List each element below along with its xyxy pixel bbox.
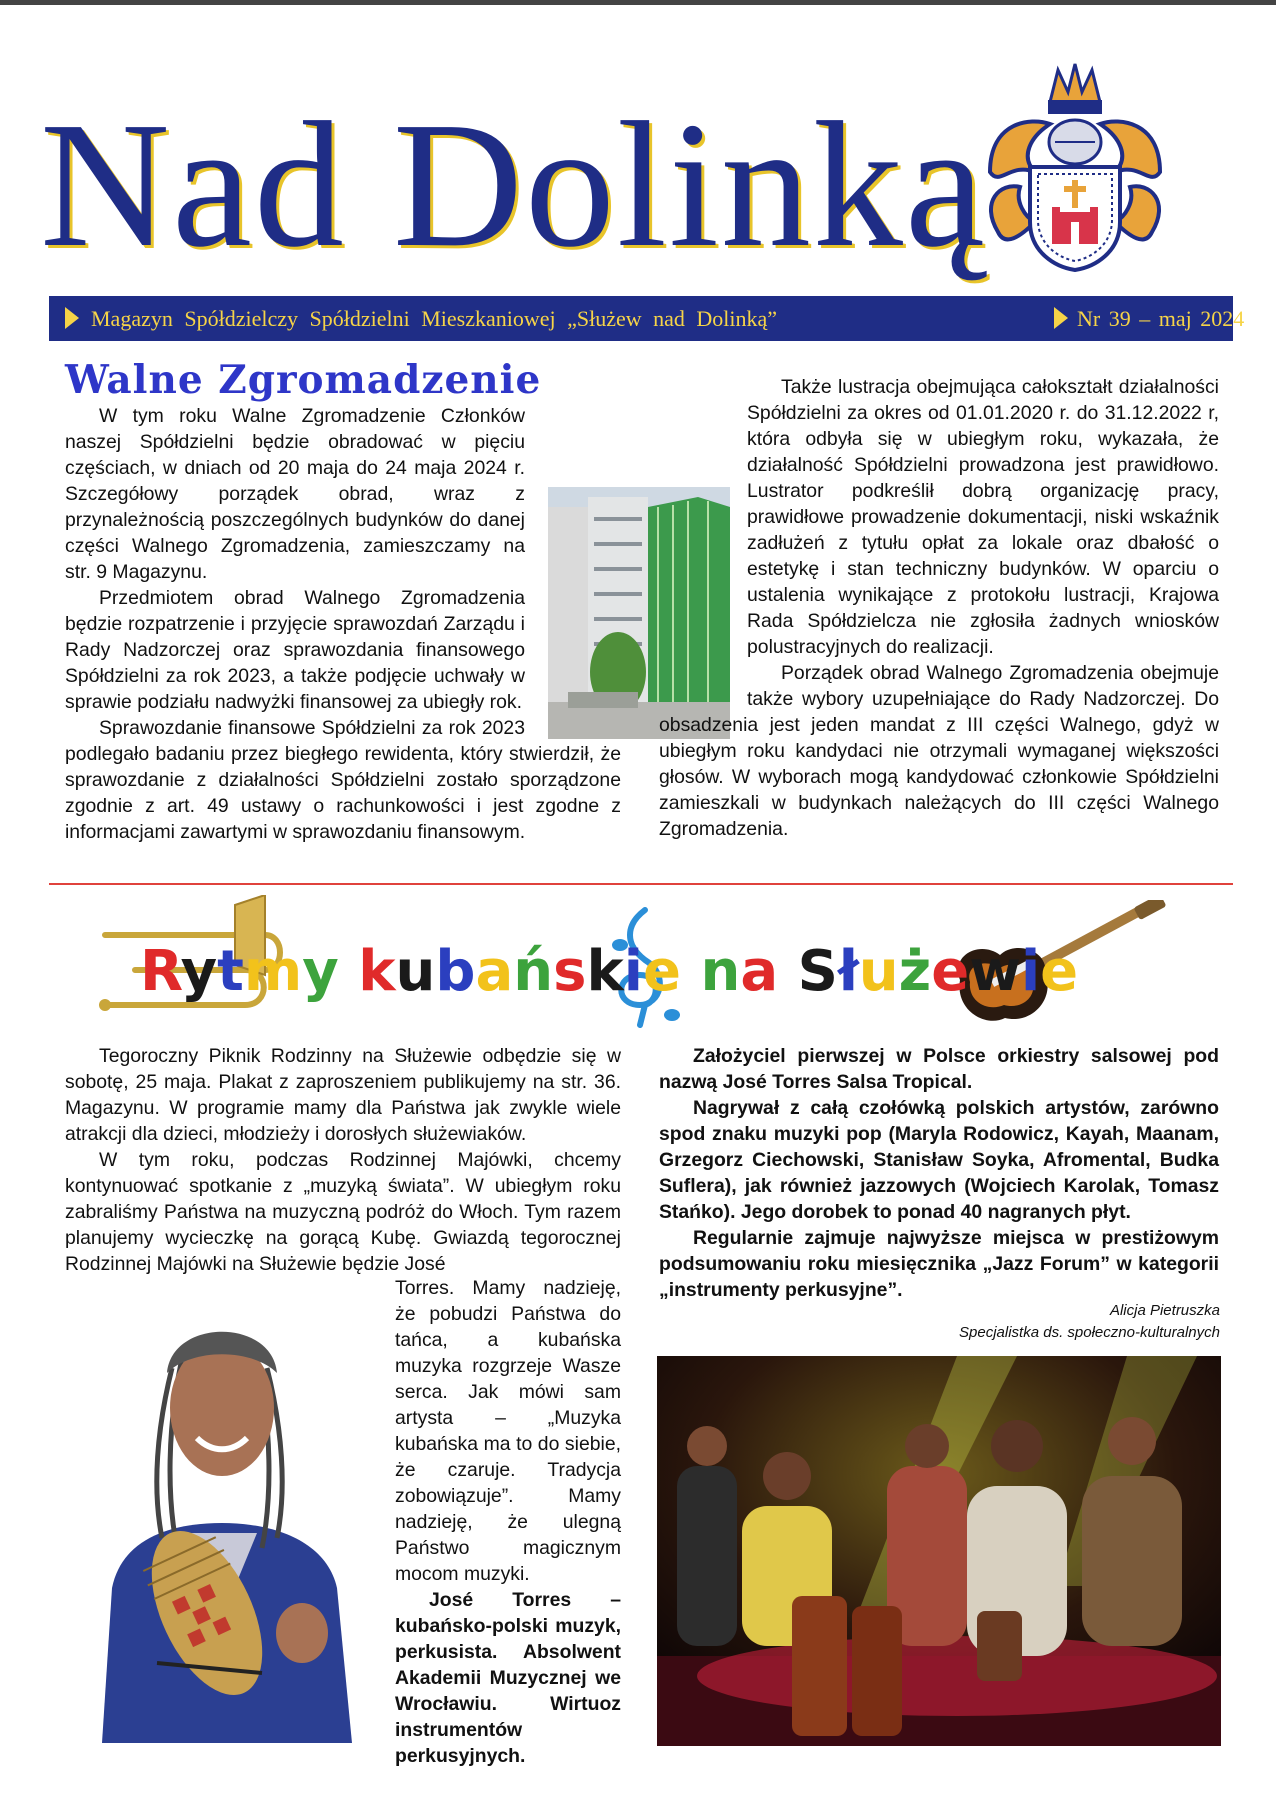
masthead-band bbox=[49, 296, 1245, 341]
photo-wrap-shim bbox=[659, 472, 747, 690]
band-arrow-icon bbox=[1054, 307, 1068, 329]
author-name: Alicja Pietruszka bbox=[1109, 1302, 1220, 1319]
paragraph: W tym roku Walne Zgromadzenie Członków naszej Spółdzielni będzie obradować w pięciu częściach, w dniach od 20 maja do 24 maja 2024 r. Szczegółowy porządek obrad, wraz z przynależnością poszczególnych budynków do danej części Walnego Zgromadzenia, zamieszczamy na str. 9 Magazynu. bbox=[65, 405, 525, 583]
jose-torres-photo bbox=[62, 1288, 380, 1743]
author-role: Specjalistka ds. społeczno-kulturalnych bbox=[959, 1324, 1220, 1341]
article2-left-column bbox=[65, 1043, 621, 1277]
artist-bio: José Torres – kubańsko-polski muzyk, perkusista. Absolwent Akademii Muzycznej we Wrocławiu. Wirtuoz instrumentów perkusyjnych. bbox=[395, 1589, 621, 1767]
paragraph: Założyciel pierwszej w Polsce orkiestry salsowej pod nazwą José Torres Salsa Tropical. bbox=[659, 1045, 1219, 1093]
top-border bbox=[0, 0, 1276, 5]
article1-left-flow bbox=[65, 403, 621, 845]
paragraph: Porządek obrad Walnego Zgromadzenia obejmuje także wybory uzupełniające do Rady Nadzorczej. Do obsadzenia jest jeden mandat z III części Walnego, gdyż w ubiegłym roku kandydaci nie otrzymali wymaganej większości głosów. W wyborach mogą kandydować członkowie Spółdzielni zamieszkali w budynkach należących do III części Walnego Zgromadzenia. bbox=[659, 662, 1219, 840]
article1-right-column bbox=[659, 374, 1219, 842]
concert-band-photo bbox=[657, 1356, 1221, 1746]
paragraph: Tegoroczny Piknik Rodzinny na Służewie odbędzie się w sobotę, 25 maja. Plakat z zaproszeniem publikujemy na str. 36. Magazynu. W programie mamy dla Państwa jak zwykle wiele atrakcji dla dzieci, młodzieży i dorosłych służewiaków. bbox=[65, 1045, 621, 1145]
photo-wrap-shim bbox=[525, 487, 621, 739]
paragraph: Sprawozdanie finansowe Spółdzielni za rok 2023 podlegało badaniu przez biegłego rewidenta, który stwierdził, że sprawozdanie z działalności Spółdzielni zostało sporządzone zgodnie z art. 49 ustawy o rachunkowości i jest zgodne z informacjami zawartymi w sprawozdaniu finansowym. bbox=[65, 717, 621, 843]
coat-of-arms-logo bbox=[980, 62, 1170, 272]
section-divider bbox=[49, 883, 1233, 885]
paragraph: Także lustracja obejmująca całokształt działalności Spółdzielni za okres od 01.01.2020 r. do 31.12.2022 r, która odbyła się w ubiegłym roku, wykazała, że działalność Spółdzielni prowadzona jest prawidłowo. Lustrator podkreślił dobrą organizację pracy, prawidłowe prowadzenie dokumentacji, niski wskaźnik zadłużeń z tytułu opłat za lokale oraz dbałość o estetykę i stan techniczny budynków. W oparciu o ustalenia wynikające z protokołu lustracji, Krajowa Rada Spółdzielcza nie zgłosiła żadnych wniosków polustracyjnych do realizacji. bbox=[747, 376, 1219, 658]
article-title-rytmy-kubanskie bbox=[140, 935, 1140, 1005]
paragraph: Nagrywał z całą czołówką polskich artystów, zarówno spod znaku muzyki pop (Maryla Rodowicz, Kayah, Maanam, Grzegorz Ciechowski, Stanisław Soyka, Afromental, Budka Suflera), jak również jazzowych (Wojciech Karolak, Tomasz Stańko). Jego dorobek to ponad 40 nagranych płyt. bbox=[659, 1097, 1219, 1223]
masthead-title: Nad Dolinką bbox=[40, 85, 987, 284]
issue-number: Nr 39 – maj 2024 bbox=[1077, 306, 1245, 331]
paragraph: Regularnie zajmuje najwyższe miejsca w prestiżowym podsumowaniu roku miesięcznika „Jazz Forum” w kategorii „instrumenty perkusyjne”. bbox=[659, 1227, 1219, 1301]
article2-wrap-column bbox=[395, 1275, 621, 1769]
paragraph: W tym roku, podczas Rodzinnej Majówki, chcemy kontynuować spotkanie z „muzyką świata”. W ubiegłym roku zabraliśmy Państwa na muzyczną podróż do Włoch. Tym razem planujemy wycieczkę na gorącą Kubę. Gwiazdą tegorocznej Rodzinnej Majówki na Służewie będzie José bbox=[65, 1149, 621, 1275]
article-title-walne-zgromadzenie: Walne Zgromadzenie bbox=[65, 357, 542, 403]
band-arrow-icon bbox=[65, 307, 79, 329]
paragraph: Przedmiotem obrad Walnego Zgromadzenia będzie rozpatrzenie i przyjęcie sprawozdań Zarządu i Rady Nadzorczej oraz sprawozdania finansowego Spółdzielni za rok 2023, a także podjęcie uchwały w sprawie podziału nadwyżki finansowej za ubiegły rok. bbox=[65, 587, 525, 713]
svg-text:Rytmy kubańskie na Służewie: Rytmy kubańskie na Służewie bbox=[140, 939, 1079, 1004]
article2-right-column bbox=[659, 1043, 1219, 1303]
magazine-subtitle: Magazyn Spółdzielczy Spółdzielni Mieszkaniowej „Służew nad Dolinką” bbox=[91, 306, 778, 331]
paragraph: Torres. Mamy nadzieję, że pobudzi Państwa do tańca, a kubańska muzyka rozgrzeje Wasze serca. Jak mówi sam artysta – „Muzyka kubańska ma to do siebie, że czaruje. Tradycja zobowiązuje”. Mamy nadzieję, że ulegną Państwo magicznym mocom muzyki. bbox=[395, 1277, 621, 1585]
